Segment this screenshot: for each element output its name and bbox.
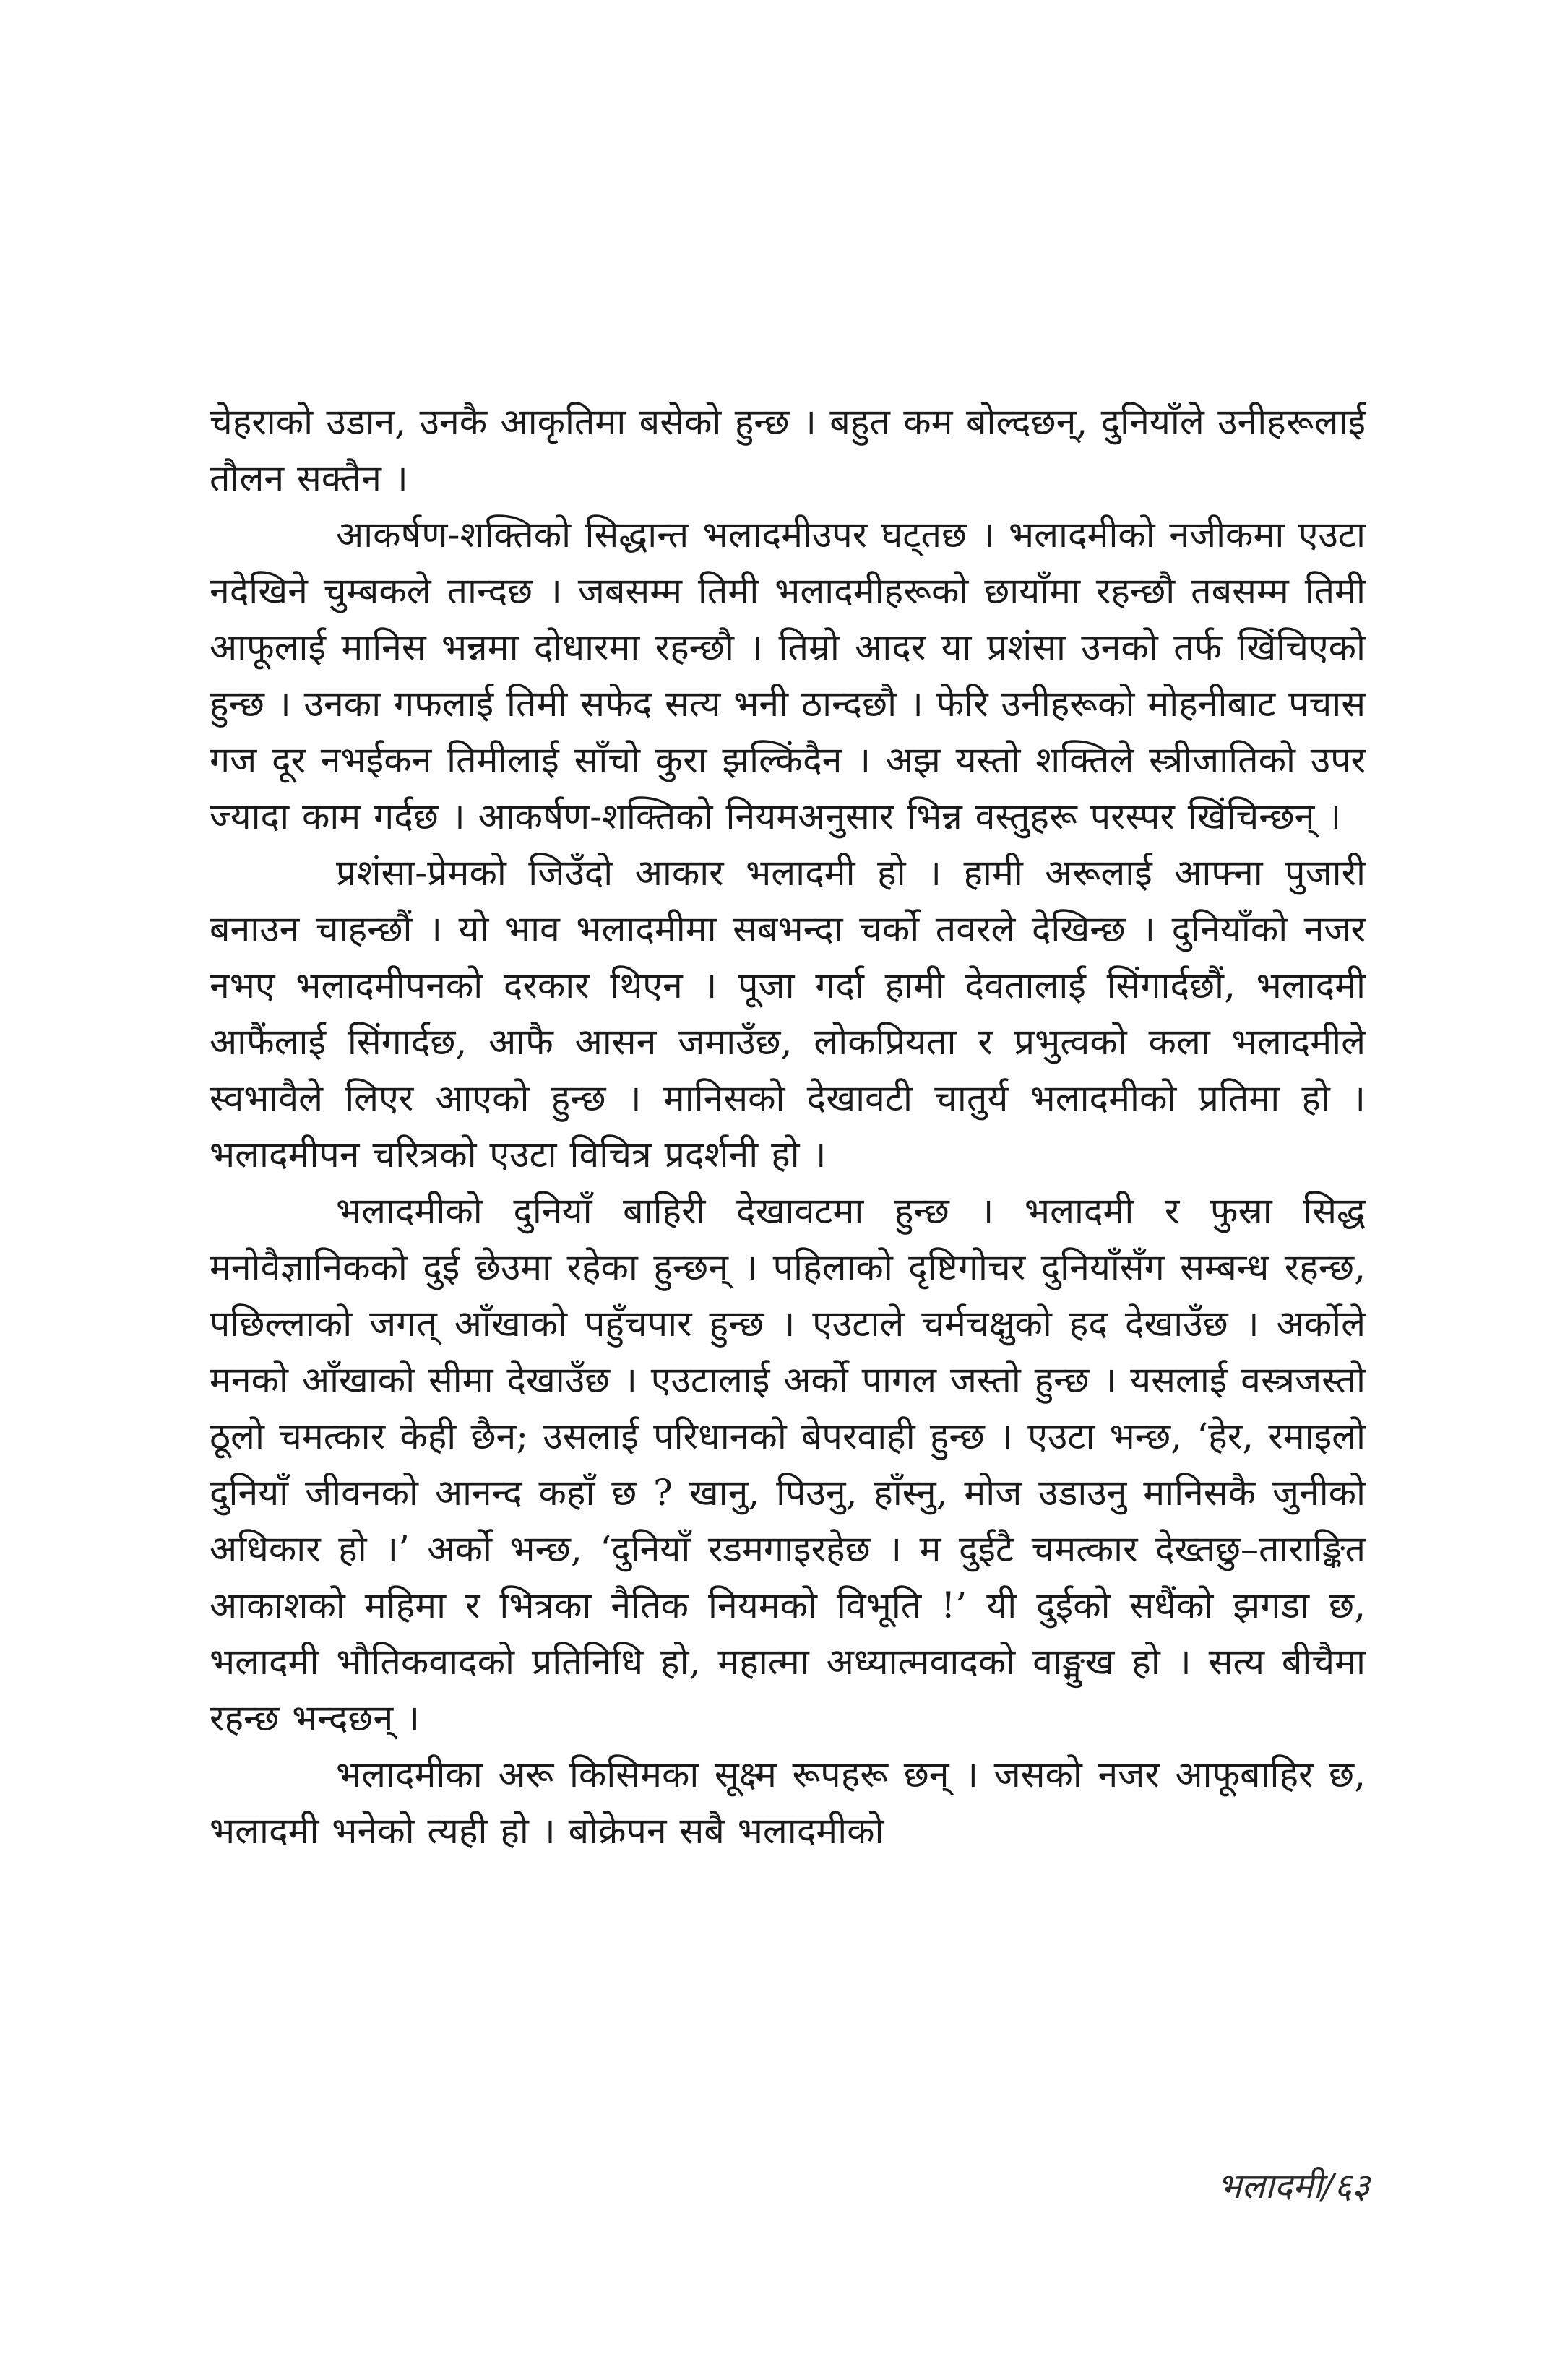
- paragraph-3: प्रशंसा-प्रेमको जिउँदो आकार भलादमी हो । हामी अरूलाई आफ्ना पुजारी बनाउन चाहन्छौं । यो भाव भलादमीमा सबभन्दा चर्को तवरले देखिन्छ । दुनियाँको नजर नभए भलादमीपनको दरकार थिएन । पूजा गर्दा हामी देवतालाई सिंगार्दछौं, भलादमी आफैंलाई सिंगार्दछ, आफै आसन जमाउँछ, लोकप्रियता र प्रभुत्वको कला भलादमीले स्वभावैले लिएर आएको हुन्छ । मानिसको देखावटी चातुर्य भलादमीको प्रतिमा हो । भलादमीपन चरित्रको एउटा विचित्र प्रदर्शनी हो ।: [210, 852, 1366, 1176]
- paragraph-2: आकर्षण-शक्तिको सिद्धान्त भलादमीउपर घट्तछ । भलादमीको नजीकमा एउटा नदेखिने चुम्बकले तान्दछ । जबसम्म तिमी भलादमीहरूको छायाँमा रहन्छौ तबसम्म तिमी आफूलाई मानिस भन्नमा दोधारमा रहन्छौ । तिम्रो आदर या प्रशंसा उनको तर्फ खिंचिएको हुन्छ । उनका गफलाई तिमी सफेद सत्य भनी ठान्दछौ । फेरि उनीहरूको मोहनीबाट पचास गज दूर नभईकन तिमीलाई साँचो कुरा झल्किंदैन । अझ यस्तो शक्तिले स्त्रीजातिको उपर ज्यादा काम गर्दछ । आकर्षण-शक्तिको नियमअनुसार भिन्न वस्तुहरू परस्पर खिंचिन्छन् ।: [210, 514, 1366, 837]
- paragraph-4: भलादमीको दुनियाँ बाहिरी देखावटमा हुन्छ । भलादमी र फुस्रा सिद्ध मनोवैज्ञानिकको दुई छेउमा रहेका हुन्छन् । पहिलाको दृष्टिगोचर दुनियाँसँग सम्बन्ध रहन्छ, पछिल्लाको जगत् आँखाको पहुँचपार हुन्छ । एउटाले चर्मचक्षुको हद देखाउँछ । अर्कोले मनको आँखाको सीमा देखाउँछ । एउटालाई अर्को पागल जस्तो हुन्छ । यसलाई वस्त्रजस्तो ठूलो चमत्कार केही छैन; उसलाई परिधानको बेपरवाही हुन्छ । एउटा भन्छ, ‘हेर, रमाइलो दुनियाँ जीवनको आनन्द कहाँ छ ? खानु, पिउनु, हाँस्नु, मोज उडाउनु मानिसकै जुनीको अधिकार हो ।’ अर्को भन्छ, ‘दुनियाँ रडमगाइरहेछ । म दुईटै चमत्कार देख्तछु–ताराङ्कित आकाशको महिमा र भित्रका नैतिक नियमको विभूति !’ यी दुईको सधैंको झगडा छ, भलादमी भौतिकवादको प्रतिनिधि हो, महात्मा अध्यात्मवादको वाङ्मुख हो । सत्य बीचैमा रहन्छ भन्दछन् ।: [210, 1190, 1366, 1739]
- paragraph-1: चेहराको उडान, उनकै आकृतिमा बसेको हुन्छ । बहुत कम बोल्दछन्, दुनियाँले उनीहरूलाई तौलन सक्तैन ।: [210, 401, 1366, 499]
- page-footer: भलादमी/६३: [1217, 2166, 1370, 2207]
- paragraph-5: भलादमीका अरू किसिमका सूक्ष्म रूपहरू छन् । जसको नजर आफूबाहिर छ, भलादमी भनेको त्यही हो । बोक्रेपन सबै भलादमीको: [210, 1754, 1366, 1852]
- body-text: [210, 394, 1366, 1859]
